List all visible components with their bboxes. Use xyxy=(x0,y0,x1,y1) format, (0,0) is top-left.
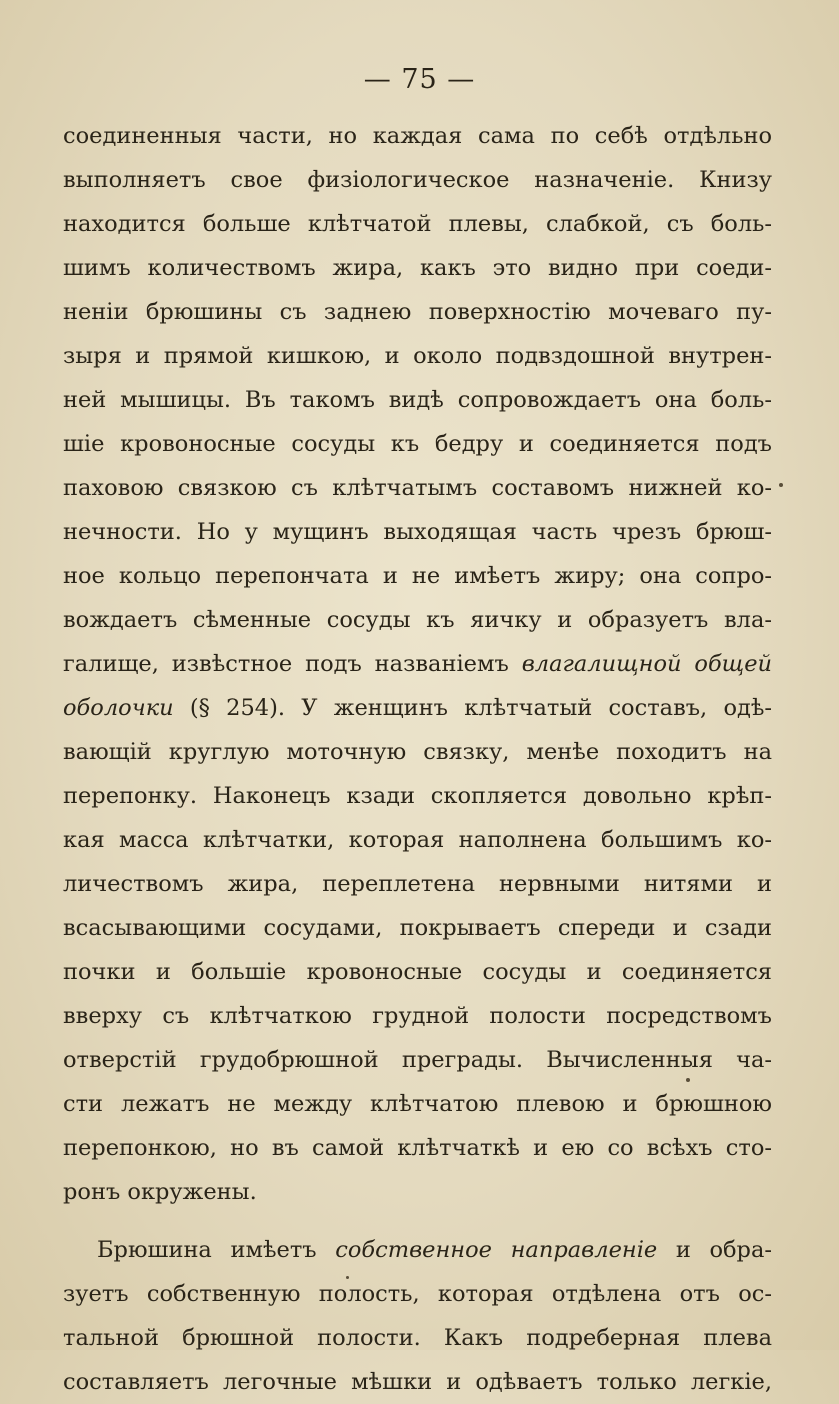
text-line: соединенныя части, но каждая сама по себѣ отдѣльно xyxy=(63,123,772,149)
text-line: всасывающими сосудами, покрываетъ спереди и сзади xyxy=(63,915,772,941)
italic-term-membrane: оболочки xyxy=(63,695,174,721)
text-line: кая масса клѣтчатки, которая наполнена большимъ ко- xyxy=(63,827,772,853)
text-segment: галище, извѣстное подъ названiемъ xyxy=(63,651,509,677)
text-line: зуетъ собственную полость, которая отдѣлена отъ ос- xyxy=(63,1281,772,1307)
text-line: ней мышицы. Въ такомъ видѣ сопровождаетъ она боль- xyxy=(63,387,772,413)
text-line: вождаетъ сѣменные сосуды къ яичку и образуетъ вла- xyxy=(63,607,772,633)
text-line: ное кольцо перепончата и не имѣетъ жиру; она сопро- xyxy=(63,563,772,589)
text-line: зыря и прямой кишкою, и около подвздошной внутрен- xyxy=(63,343,772,369)
text-segment: (§ 254). У женщинъ клѣтчатый составъ, одѣ- xyxy=(189,695,772,721)
italic-term-direction: собственное направленiе xyxy=(335,1237,658,1263)
paper-speck xyxy=(686,1078,690,1082)
text-line xyxy=(63,642,772,686)
text-line: вающiй круглую моточную связку, менѣе походитъ на xyxy=(63,739,772,765)
italic-term-sheath: влагалищной общей xyxy=(521,651,772,677)
text-segment: и обра- xyxy=(675,1237,772,1263)
text-line: ронъ окружены. xyxy=(63,1179,257,1205)
text-line: личествомъ жира, переплетена нервными нитями и xyxy=(63,871,772,897)
text-line: находится больше клѣтчатой плевы, слабкой, съ боль- xyxy=(63,211,772,237)
text-line: шiе кровоносные сосуды къ бедру и соединяется подъ xyxy=(63,431,772,457)
text-line: вверху съ клѣтчаткою грудной полости посредствомъ xyxy=(63,1003,772,1029)
paragraph-gap xyxy=(63,1214,772,1228)
text-line: перепонкою, но въ самой клѣтчаткѣ и ею со всѣхъ сто- xyxy=(63,1135,772,1161)
text-line: ненiи брюшины съ заднею поверхностiю мочеваго пу- xyxy=(63,299,772,325)
text-line: тальной брюшной полости. Какъ подреберная плева xyxy=(63,1325,772,1351)
text-line xyxy=(63,686,772,730)
text-line xyxy=(63,1228,772,1272)
text-line: составляетъ легочные мѣшки и одѣваетъ только легкiе, xyxy=(63,1369,772,1395)
text-line: отверстiй грудобрюшной преграды. Вычисленныя ча- xyxy=(63,1047,772,1073)
paper-speck xyxy=(779,483,783,487)
text-line: шимъ количествомъ жира, какъ это видно при соеди- xyxy=(63,255,772,281)
text-line: почки и большiе кровоносные сосуды и соединяется xyxy=(63,959,772,985)
text-line: перепонку. Наконецъ кзади скопляется довольно крѣп- xyxy=(63,783,772,809)
paper-speck xyxy=(346,1276,349,1279)
text-line: сти лежатъ не между клѣтчатою плевою и брюшною xyxy=(63,1091,772,1117)
text-line: паховою связкою съ клѣтчатымъ составомъ нижней ко- xyxy=(63,475,772,501)
text-line: нечности. Но у мущинъ выходящая часть чрезъ брюш- xyxy=(63,519,772,545)
body-text xyxy=(63,114,772,1404)
page-number: — 75 — xyxy=(363,64,476,95)
text-line: выполняетъ свое физiологическое назначенiе. Книзу xyxy=(63,167,772,193)
text-segment: Брюшина имѣетъ xyxy=(97,1237,317,1263)
